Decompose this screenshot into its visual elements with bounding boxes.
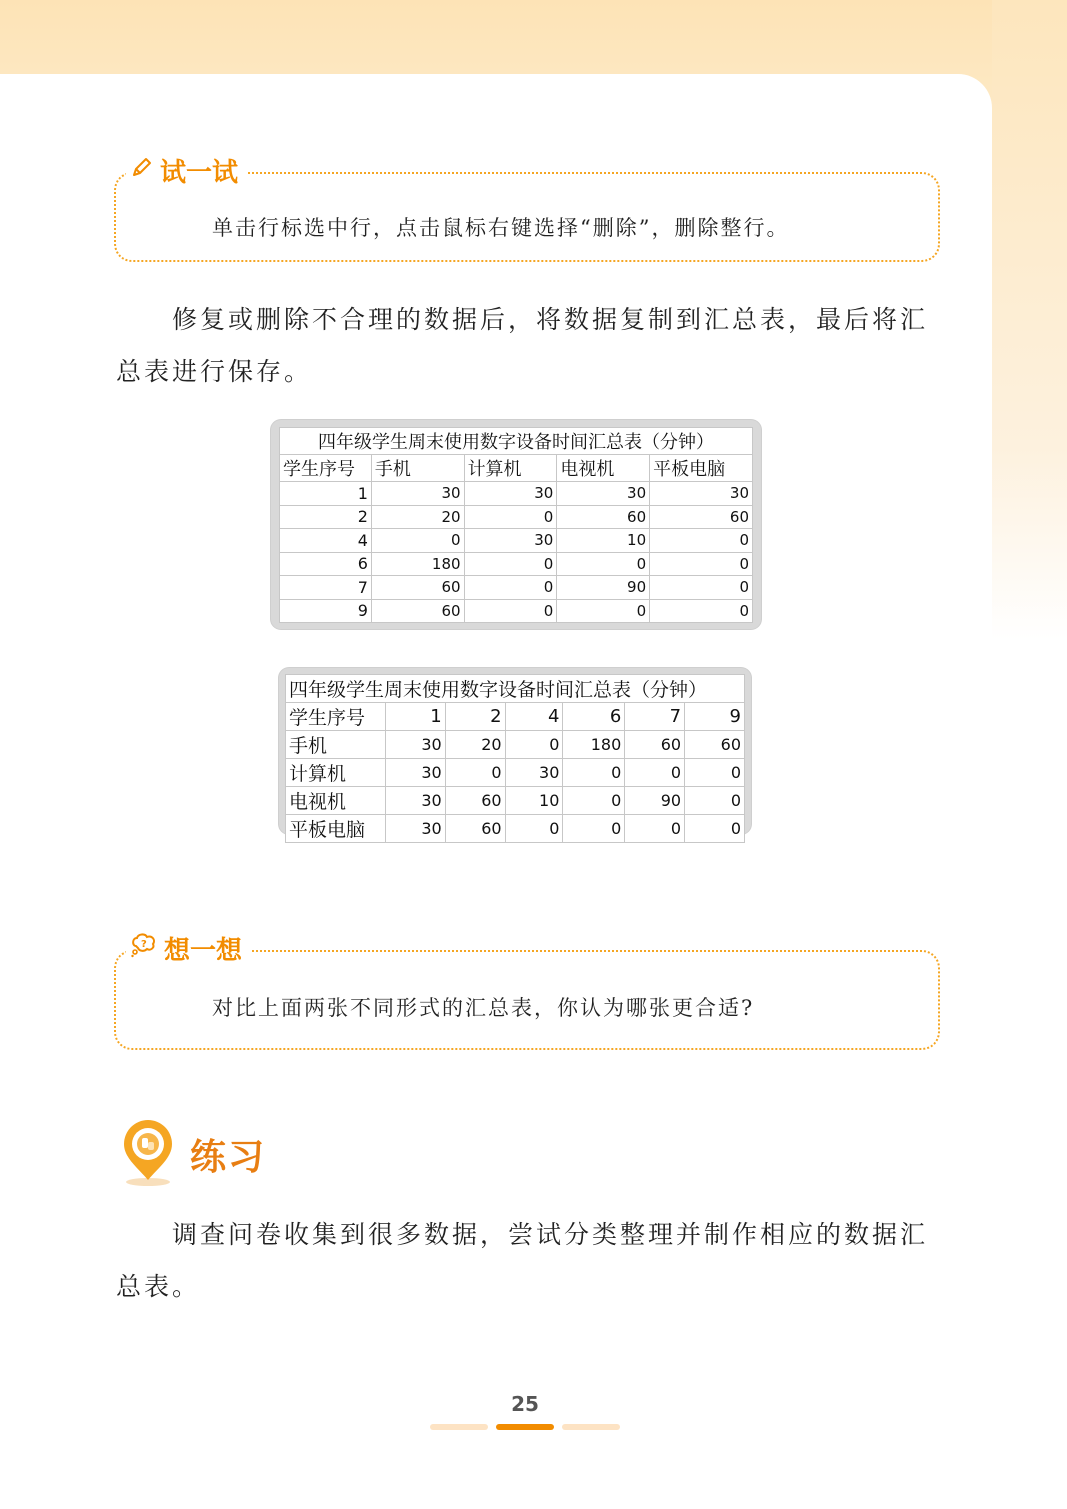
table1-header-cell: 平板电脑 (650, 455, 753, 482)
table1-cell: 0 (464, 576, 557, 600)
table1-cell: 180 (371, 552, 464, 576)
table1-cell: 0 (650, 552, 753, 576)
table2-row (286, 731, 745, 759)
table1-cell: 9 (280, 599, 372, 623)
table1-cell: 0 (557, 552, 650, 576)
table2-header-cell: 6 (563, 703, 625, 731)
table2-cell: 30 (385, 759, 445, 787)
table1-title-row (280, 428, 753, 455)
table1-cell: 30 (557, 482, 650, 506)
right-edge-band (992, 0, 1067, 640)
page-number-bar-center (496, 1424, 554, 1430)
table1-cell: 20 (371, 505, 464, 529)
practice-title: 练习 (190, 1136, 267, 1178)
table2-header-cell: 4 (505, 703, 563, 731)
table2-cell: 90 (625, 787, 685, 815)
table1-header-cell: 电视机 (557, 455, 650, 482)
svg-text:?: ? (141, 939, 147, 950)
table1-header-cell: 计算机 (464, 455, 557, 482)
table1-cell: 30 (464, 529, 557, 553)
table1-cell: 0 (464, 552, 557, 576)
table2-cell: 0 (685, 815, 745, 843)
table2-cell: 0 (505, 815, 563, 843)
table2-header-row (286, 703, 745, 731)
table2-header-cell: 1 (385, 703, 445, 731)
page-number-bar-left (430, 1424, 488, 1430)
table2-cell: 0 (625, 759, 685, 787)
table1-cell: 60 (557, 505, 650, 529)
table2-cell: 60 (625, 731, 685, 759)
practice-heading (116, 1116, 266, 1192)
table2-cell: 60 (685, 731, 745, 759)
table1-cell: 60 (371, 576, 464, 600)
try-it-text: 单击行标选中行，点击鼠标右键选择“删除”，删除整行。 (212, 216, 790, 240)
table1-cell: 30 (650, 482, 753, 506)
table1-title: 四年级学生周末使用数字设备时间汇总表（分钟） (280, 428, 753, 455)
table1-cell: 0 (557, 599, 650, 623)
table1-header-cell: 手机 (371, 455, 464, 482)
table2-cell: 30 (385, 815, 445, 843)
think-title: 想一想 (164, 936, 243, 966)
table2-row-label: 手机 (286, 731, 386, 759)
table2-cell: 180 (563, 731, 625, 759)
thought-bubble-icon (130, 932, 158, 965)
think-header (126, 930, 252, 967)
think-text: 对比上面两张不同形式的汇总表，你认为哪张更合适? (212, 996, 755, 1020)
table2 (285, 674, 745, 843)
pencil-icon (130, 155, 154, 186)
table1-cell: 10 (557, 529, 650, 553)
try-it-box (114, 158, 940, 262)
table1-cell: 0 (650, 576, 753, 600)
table1-row (280, 482, 753, 506)
table1-row (280, 599, 753, 623)
try-it-title: 试一试 (160, 158, 239, 188)
table1-row (280, 552, 753, 576)
table1-cell: 0 (650, 599, 753, 623)
table2-row-label: 计算机 (286, 759, 386, 787)
page-number: 25 (511, 1392, 539, 1416)
think-box (114, 936, 940, 1050)
table2-header-cell: 2 (445, 703, 505, 731)
table1-cell: 4 (280, 529, 372, 553)
table2-cell: 30 (505, 759, 563, 787)
table2-row (286, 815, 745, 843)
table2-cell: 20 (445, 731, 505, 759)
page-number-bar-right (562, 1424, 620, 1430)
table1-cell: 0 (464, 599, 557, 623)
table1-cell: 0 (650, 529, 753, 553)
table2-cell: 60 (445, 815, 505, 843)
table2-cell: 30 (385, 787, 445, 815)
table1-cell: 60 (371, 599, 464, 623)
table2-title: 四年级学生周末使用数字设备时间汇总表（分钟） (286, 675, 745, 703)
table2-header-cell: 7 (625, 703, 685, 731)
table1 (279, 427, 753, 623)
table2-cell: 0 (685, 787, 745, 815)
table2-row (286, 759, 745, 787)
table1-cell: 7 (280, 576, 372, 600)
table2-cell: 0 (563, 787, 625, 815)
table1-row (280, 529, 753, 553)
table2-title-row (286, 675, 745, 703)
table2-cell: 0 (563, 815, 625, 843)
table2-cell: 10 (505, 787, 563, 815)
table2-cell: 0 (625, 815, 685, 843)
table2-cell: 0 (505, 731, 563, 759)
table1-cell: 0 (371, 529, 464, 553)
table2-cell: 0 (445, 759, 505, 787)
table2-row (286, 787, 745, 815)
table1-cell: 30 (371, 482, 464, 506)
table1-cell: 2 (280, 505, 372, 529)
instruction-paragraph: 修复或删除不合理的数据后，将数据复制到汇总表，最后将汇总表进行保存。 (116, 305, 929, 386)
table1-row (280, 505, 753, 529)
table1-cell: 1 (280, 482, 372, 506)
table2-cell: 30 (385, 731, 445, 759)
table1-cell: 60 (650, 505, 753, 529)
table1-row (280, 576, 753, 600)
try-it-header (126, 152, 248, 189)
table1-header-row (280, 455, 753, 482)
table2-header-cell: 9 (685, 703, 745, 731)
table2-cell: 60 (445, 787, 505, 815)
table2-row-label: 平板电脑 (286, 815, 386, 843)
table1-cell: 6 (280, 552, 372, 576)
table1-cell: 0 (464, 505, 557, 529)
location-pin-icon (116, 1116, 180, 1192)
table2-cell: 0 (685, 759, 745, 787)
table1-header-cell: 学生序号 (280, 455, 372, 482)
table2-header-label: 学生序号 (286, 703, 386, 731)
table2-cell: 0 (563, 759, 625, 787)
table1-cell: 90 (557, 576, 650, 600)
practice-paragraph: 调查问卷收集到很多数据，尝试分类整理并制作相应的数据汇总表。 (116, 1220, 929, 1301)
table1-cell: 30 (464, 482, 557, 506)
table2-row-label: 电视机 (286, 787, 386, 815)
